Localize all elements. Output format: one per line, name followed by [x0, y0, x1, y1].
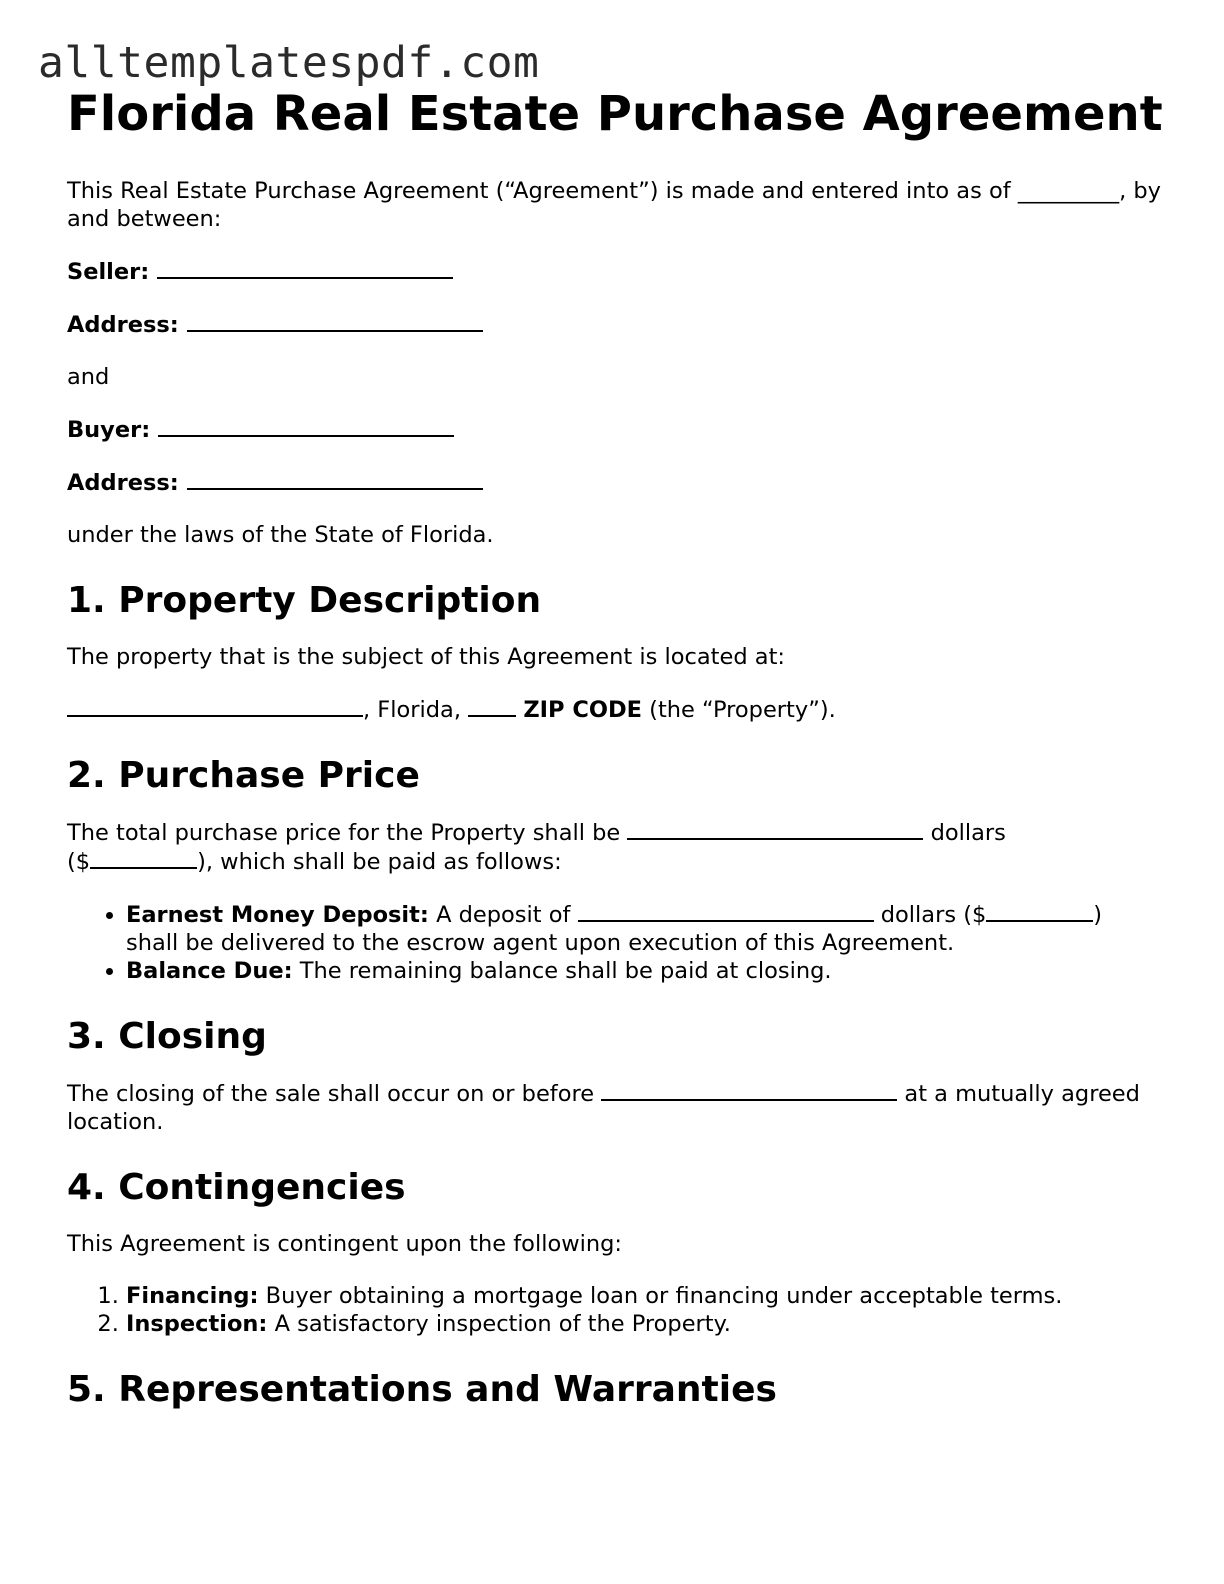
list-item [126, 1282, 1167, 1310]
watermark: alltemplatespdf.com [38, 38, 540, 88]
list-item [126, 1310, 1167, 1338]
buyer-name-field[interactable] [158, 415, 454, 437]
buyer-address-line [67, 468, 1167, 497]
section-heading-price: 2. Purchase Price [67, 755, 420, 796]
financing-label: Financing: [126, 1283, 259, 1309]
closing-date-field[interactable] [601, 1079, 897, 1101]
closing-paragraph [67, 1079, 1167, 1136]
intro-text-after: , by and between: [67, 178, 1161, 232]
section-heading-property: 1. Property Description [67, 580, 542, 621]
price-dollars-text: dollars [930, 820, 1006, 846]
price-text: The total purchase price for the Property shall be [67, 820, 621, 846]
earnest-delivery-text: shall be delivered to the escrow agent upon execution of this Agreement. [126, 930, 955, 956]
list-item [126, 957, 1167, 985]
inspection-label: Inspection: [126, 1311, 268, 1337]
connector-text: and [67, 364, 110, 390]
section-heading-contingencies: 4. Contingencies [67, 1167, 406, 1208]
zip-field[interactable] [468, 695, 516, 717]
price-paragraph [67, 818, 1167, 876]
inspection-text: A satisfactory inspection of the Property. [274, 1311, 731, 1337]
balance-due-label: Balance Due: [126, 958, 293, 984]
buyer-address-label: Address: [67, 470, 179, 496]
deposit-words-field[interactable] [578, 900, 874, 922]
property-address-field[interactable] [67, 695, 363, 717]
earnest-text: A deposit of [436, 902, 571, 928]
list-item [126, 900, 1167, 957]
seller-address-label: Address: [67, 312, 179, 338]
seller-address-field[interactable] [187, 310, 483, 332]
property-text: The property that is the subject of this Agreement is located at: [67, 644, 785, 670]
buyer-line [67, 415, 1167, 444]
price-amount-field[interactable] [90, 847, 197, 869]
seller-address-line [67, 310, 1167, 339]
earnest-close-paren: ) [1093, 902, 1103, 928]
zip-label: ZIP CODE [523, 697, 643, 723]
payment-list [67, 900, 1167, 985]
financing-text: Buyer obtaining a mortgage loan or financing under acceptable terms. [265, 1283, 1063, 1309]
seller-label: Seller: [67, 259, 150, 285]
buyer-label: Buyer: [67, 417, 151, 443]
buyer-address-field[interactable] [187, 468, 483, 490]
document-body [67, 86, 1167, 1412]
florida-text: , Florida, [363, 697, 461, 723]
intro-paragraph [67, 177, 1167, 233]
intro-text: This Real Estate Purchase Agreement (“Agreement”) is made and entered into as of [67, 178, 1011, 204]
seller-line [67, 257, 1167, 286]
document-title: Florida Real Estate Purchase Agreement [67, 86, 1163, 142]
section-heading-closing: 3. Closing [67, 1016, 267, 1057]
closing-text: The closing of the sale shall occur on or before [67, 1081, 595, 1107]
contingencies-list [67, 1282, 1167, 1338]
contingencies-text: This Agreement is contingent upon the following: [67, 1231, 622, 1257]
earnest-dollars-text: dollars ($ [880, 902, 987, 928]
governing-law-text: under the laws of the State of Florida. [67, 522, 494, 548]
seller-name-field[interactable] [157, 257, 453, 279]
balance-due-text: The remaining balance shall be paid at closing. [299, 958, 832, 984]
closing-text-after: at a mutually agreed location. [67, 1081, 1140, 1135]
property-suffix: (the “Property”). [649, 697, 836, 723]
deposit-amount-field[interactable] [986, 900, 1093, 922]
price-paren-open: ($ [67, 849, 91, 875]
section-heading-representations: 5. Representations and Warranties [67, 1369, 777, 1410]
property-address-line [67, 695, 1167, 724]
earnest-money-label: Earnest Money Deposit: [126, 902, 429, 928]
price-words-field[interactable] [627, 818, 923, 840]
price-text-after: ), which shall be paid as follows: [197, 849, 562, 875]
date-blank[interactable]: _________ [1017, 178, 1120, 204]
